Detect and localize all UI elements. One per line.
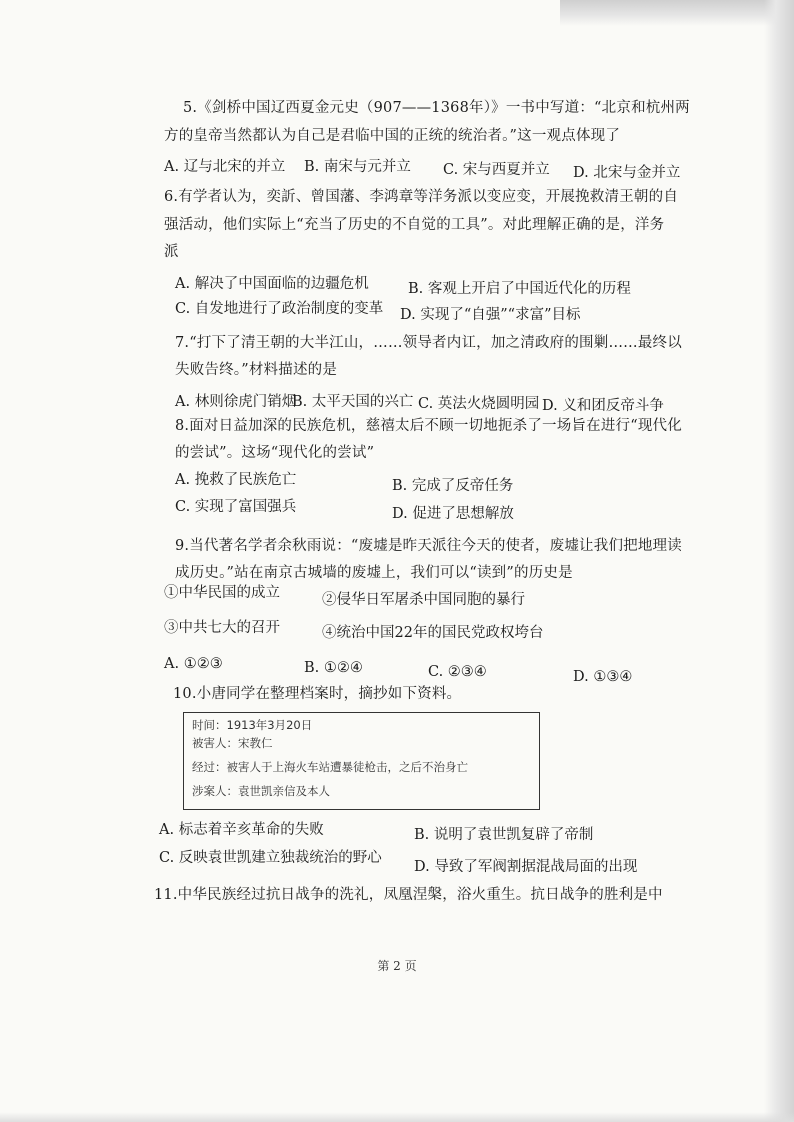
option-d[interactable]: D. 实现了“自强”“求富”目标 [400, 307, 581, 323]
question-stem-line: 10.小唐同学在整理档案时，摘抄如下资料。 [173, 686, 462, 702]
option-a[interactable]: A. 解决了中国面临的边疆危机 [175, 276, 369, 292]
question-stem-line: 强活动，他们实际上“充当了历史的不自觉的工具”。对此理解正确的是，洋务 [164, 217, 665, 233]
option-d[interactable]: D. 导致了军阀割据混战局面的出现 [414, 859, 638, 875]
option-b[interactable]: B. ①②④ [304, 660, 363, 676]
option-a[interactable]: A. 挽救了民族危亡 [175, 472, 297, 488]
option-d[interactable]: D. 义和团反帝斗争 [542, 398, 664, 414]
question-stem-line: 6.有学者认为，奕訢、曾国藩、李鸿章等洋务派以变应变，开展挽救清王朝的自 [164, 189, 679, 205]
scan-shadow-bottom [0, 1112, 794, 1122]
scan-shadow-right [764, 0, 794, 1122]
question-stem-line: 的尝试”。这场“现代化的尝试” [175, 445, 375, 461]
option-a[interactable]: A. 辽与北宋的并立 [164, 159, 286, 175]
option-c[interactable]: C. 反映袁世凯建立独裁统治的野心 [159, 850, 382, 866]
record-time: 时间：1913年3月20日 [192, 718, 313, 732]
option-a[interactable]: A. 林则徐虎门销烟 [175, 394, 297, 410]
option-c[interactable]: C. 英法火烧圆明园 [418, 396, 540, 412]
option-a[interactable]: A. 标志着辛亥革命的失败 [159, 822, 324, 838]
option-b[interactable]: B. 南宋与元并立 [304, 159, 411, 175]
option-b[interactable]: B. 完成了反帝任务 [392, 478, 514, 494]
record-event: 经过：被害人于上海火车站遭暴徒枪击，之后不治身亡 [192, 760, 468, 774]
question-stem-line: 派 [164, 244, 179, 260]
record-suspect: 涉案人：袁世凯亲信及本人 [192, 784, 330, 798]
question-stem-line: 方的皇帝当然都认为自己是君临中国的正统的统治者。”这一观点体现了 [164, 128, 621, 144]
statement-item: ③中共七大的召开 [164, 620, 280, 636]
question-stem-line: 失败告终。”材料描述的是 [175, 362, 338, 378]
record-victim: 被害人：宋教仁 [192, 736, 273, 750]
question-stem-line: 成历史。”站在南京古城墙的废墟上，我们可以“读到”的历史是 [175, 565, 573, 581]
question-stem-line: 8.面对日益加深的民族危机，慈禧太后不顾一切地扼杀了一场旨在进行“现代化 [175, 418, 682, 434]
question-stem-line: 5.《剑桥中国辽西夏金元史（907——1368年）》一书中写道：“北京和杭州两 [183, 100, 690, 116]
question-stem-line: 9.当代著名学者余秋雨说：“废墟是昨天派往今天的使者，废墟让我们把地理读 [175, 538, 682, 554]
option-c[interactable]: C. 自发地进行了政治制度的变革 [175, 301, 384, 317]
statement-item: ④统治中国22年的国民党政权垮台 [322, 625, 544, 641]
option-b[interactable]: B. 说明了袁世凯复辟了帝制 [414, 827, 594, 843]
option-a[interactable]: A. ①②③ [164, 656, 223, 672]
page-number: 第 2 页 [377, 959, 417, 973]
option-d[interactable]: D. ①③④ [573, 669, 633, 685]
statement-item: ①中华民国的成立 [164, 585, 280, 601]
archive-record-box [183, 712, 540, 810]
question-stem-line: 11.中华民族经过抗日战争的洗礼，凤凰涅槃，浴火重生。抗日战争的胜利是中 [154, 887, 663, 903]
option-b[interactable]: B. 客观上开启了中国近代化的历程 [408, 281, 631, 297]
option-d[interactable]: D. 北宋与金并立 [573, 165, 681, 181]
statement-item: ②侵华日军屠杀中国同胞的暴行 [322, 592, 525, 608]
option-d[interactable]: D. 促进了思想解放 [392, 506, 514, 522]
scan-shadow-top [560, 0, 794, 26]
option-b[interactable]: B. 太平天国的兴亡 [292, 394, 414, 410]
question-stem-line: 7.“打下了清王朝的大半江山，……领导者内讧，加之清政府的围剿……最终以 [175, 335, 682, 351]
option-c[interactable]: C. 宋与西夏并立 [443, 162, 550, 178]
option-c[interactable]: C. 实现了富国强兵 [175, 499, 297, 515]
option-c[interactable]: C. ②③④ [428, 664, 487, 680]
